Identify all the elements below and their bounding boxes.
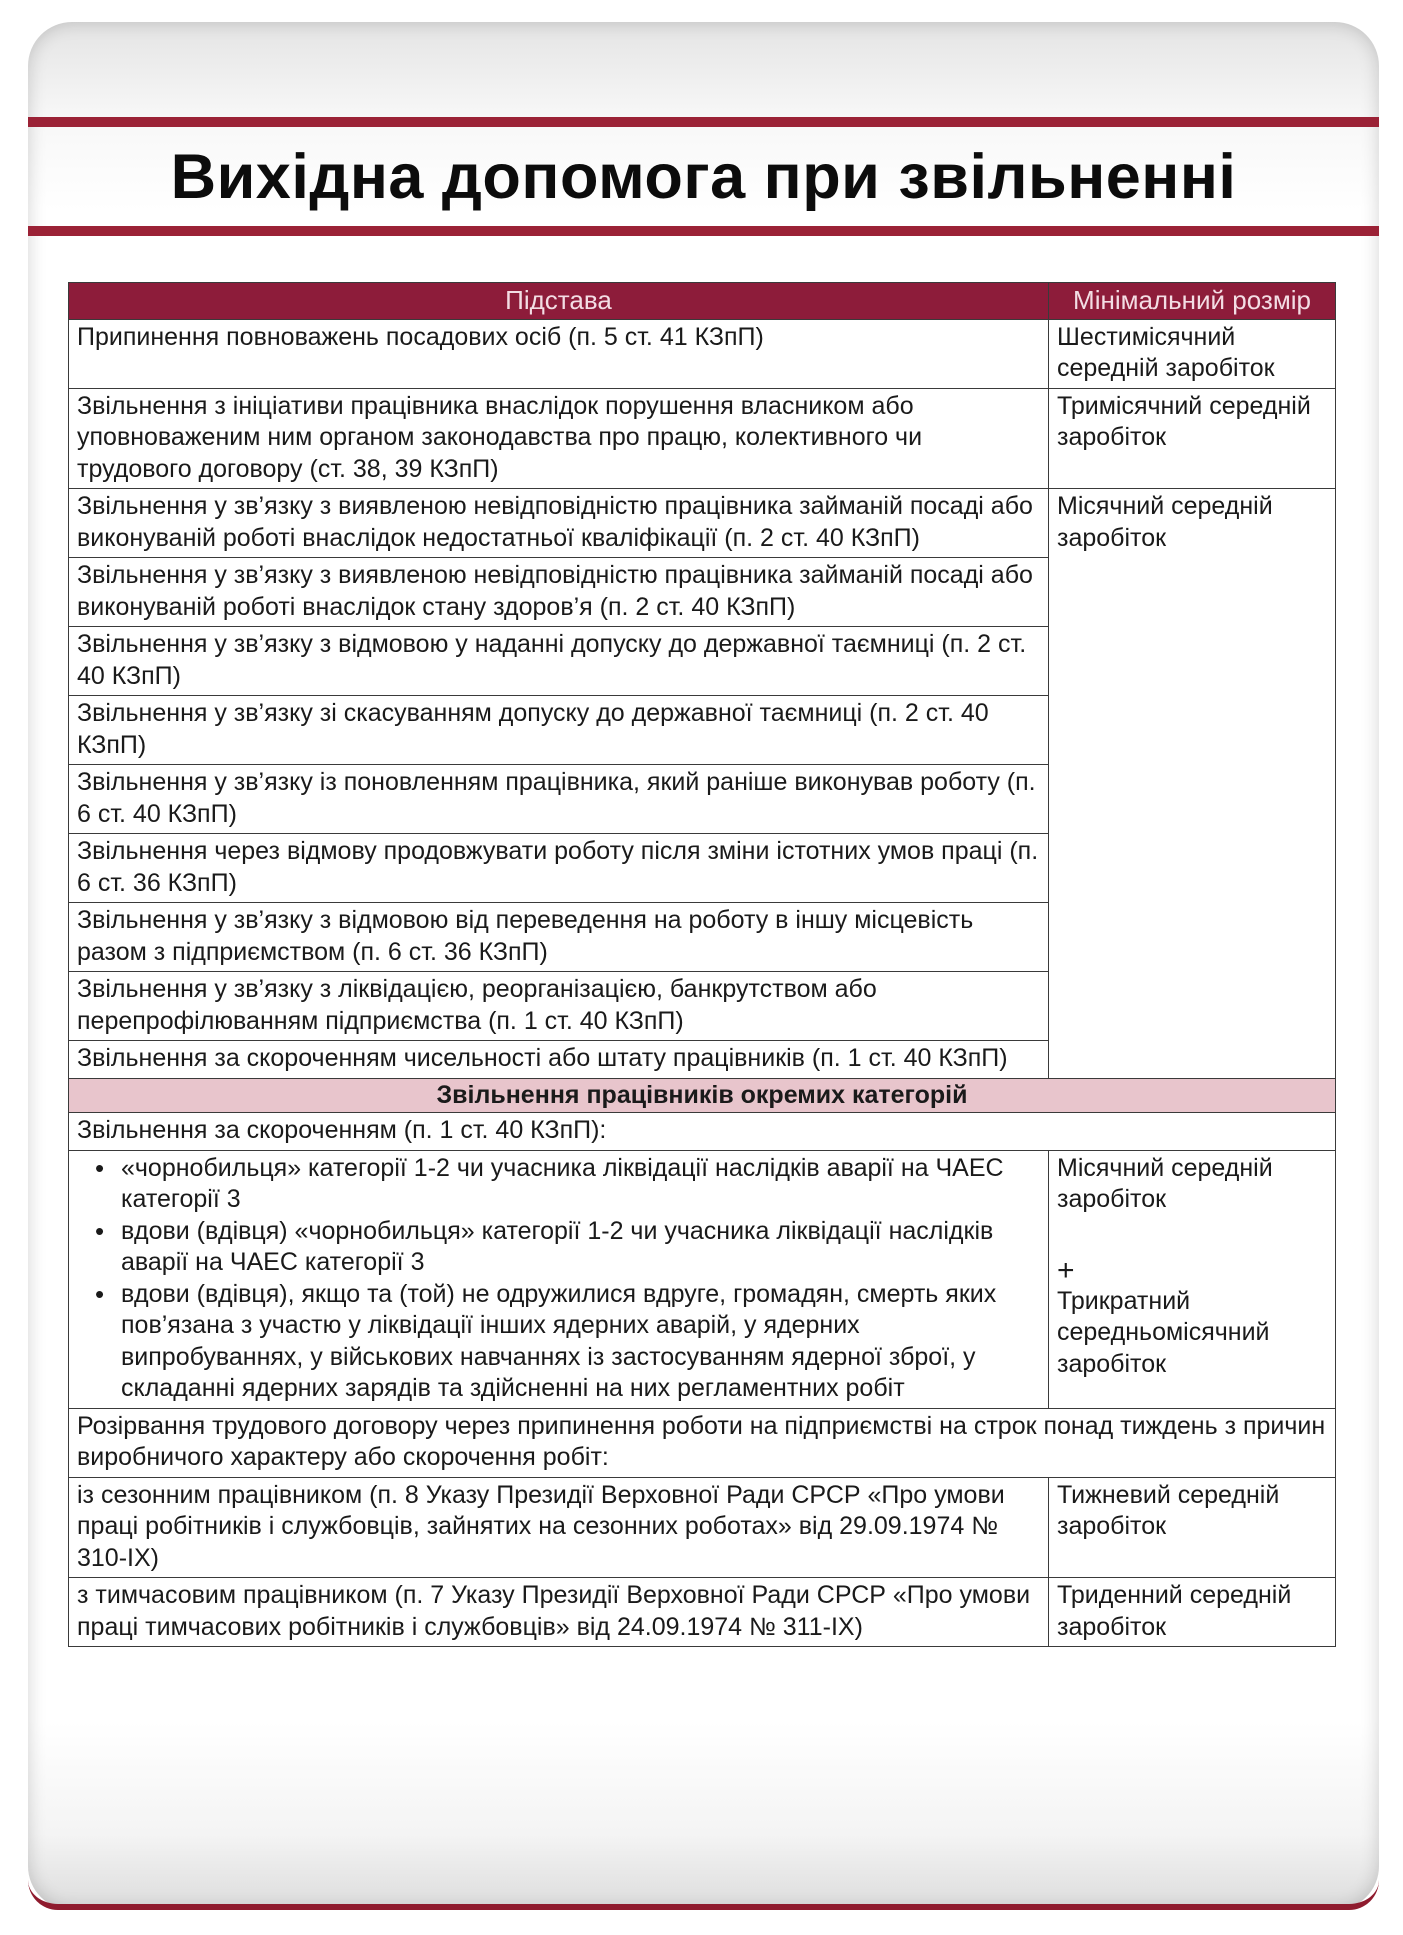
row-amount: Триденний середній заробіток — [1049, 1578, 1336, 1647]
row-amount: Тримісячний середній заробіток — [1049, 388, 1336, 489]
categories-list — [77, 1153, 1040, 1405]
categories-amount-cell — [1049, 1150, 1336, 1408]
categories-amount-second: Трикратний середньомісячний заробіток — [1057, 1286, 1270, 1378]
row-basis: Звільнення у зв’язку зі скасуванням допуску до державної таємниці (п. 2 ст. 40 КЗпП) — [69, 696, 1049, 765]
frame-bottom-edge — [28, 1880, 1379, 1910]
table-row — [69, 1113, 1336, 1151]
table-row — [69, 388, 1336, 489]
page-title: Вихідна допомога при звільненні — [170, 141, 1237, 212]
list-item: • вдови (вдівця) «чорнобильця» категорії 1-2 чи учасника ліквідації наслідків аварії на ЧАЕС категорії 3 — [121, 1216, 1040, 1279]
header-basis: Підстава — [69, 283, 1049, 320]
title-red-band — [28, 226, 1379, 236]
row-amount: Тижневий середній заробіток — [1049, 1477, 1336, 1578]
row-basis: Звільнення у зв’язку з виявленою невідповідністю працівника займаній посаді або виконуваній роботі внаслідок недостатньої кваліфікації (п. 2 ст. 40 КЗпП) — [69, 489, 1049, 558]
table-row — [69, 1408, 1336, 1477]
row-amount: Шестимісячний середній заробіток — [1049, 319, 1336, 388]
table-row — [69, 319, 1336, 388]
monthly-amount: Місячний середній заробіток — [1049, 489, 1336, 1079]
table-row — [69, 1150, 1336, 1408]
categories-cell — [69, 1150, 1049, 1408]
row-basis: Звільнення у зв’язку з відмовою у наданні допуску до державної таємниці (п. 2 ст. 40 КЗпП) — [69, 627, 1049, 696]
row-basis: Звільнення у зв’язку з відмовою від переведення на роботу в іншу місцевість разом з підприємством (п. 6 ст. 36 КЗпП) — [69, 903, 1049, 972]
table-header-row — [69, 283, 1336, 320]
severance-table — [68, 282, 1336, 1647]
termination-intro: Розірвання трудового договору через припинення роботи на підприємстві на строк понад тиждень з причин виробничого характеру або скорочення робіт: — [69, 1408, 1336, 1477]
row-basis: з тимчасовим працівником (п. 7 Указу Президії Верховної Ради СРСР «Про умови праці тимчасових робітників і службовців» від 24.09.1974 № 311-IX) — [69, 1578, 1049, 1647]
reduction-intro: Звільнення за скороченням (п. 1 ст. 40 КЗпП): — [69, 1113, 1336, 1151]
header-min-amount: Мінімальний розмір — [1049, 283, 1336, 320]
section-title: Звільнення працівників окремих категорій — [69, 1078, 1336, 1113]
plus-sign: + — [1057, 1253, 1075, 1287]
categories-amount-first: Місячний середній заробіток — [1057, 1153, 1273, 1213]
top-red-band — [28, 117, 1379, 127]
row-basis: із сезонним працівником (п. 8 Указу Президії Верховної Ради СРСР «Про умови праці робітників і службовців, зайнятих на сезонних роботах» від 29.09.1974 № 310-IX) — [69, 1477, 1049, 1578]
list-item: • вдови (вдівця), якщо та (той) не одружилися вдруге, громадян, смерть яких пов’язана з участю у ліквідації інших ядерних аварій, у ядерних випробуваннях, у військових навчаннях із застосуванням ядерної зброї, у складанні ядерних зарядів та здійсненні на них регламентних робіт — [121, 1279, 1040, 1405]
row-basis: Звільнення у зв’язку з ліквідацією, реорганізацією, банкрутством або перепрофілюванням підприємства (п. 1 ст. 40 КЗпП) — [69, 972, 1049, 1041]
row-basis: Звільнення через відмову продовжувати роботу після зміни істотних умов праці (п. 6 ст. 36 КЗпП) — [69, 834, 1049, 903]
row-basis: Припинення повноважень посадових осіб (п. 5 ст. 41 КЗпП) — [69, 319, 1049, 388]
row-basis: Звільнення з ініціативи працівника внаслідок порушення власником або уповноваженим ним органом законодавства про працю, колективного чи трудового договору (ст. 38, 39 КЗпП) — [69, 388, 1049, 489]
table-row — [69, 1477, 1336, 1578]
section-row — [69, 1078, 1336, 1113]
row-basis: Звільнення у зв’язку з виявленою невідповідністю працівника займаній посаді або виконуваній роботі внаслідок стану здоров’я (п. 2 ст. 40 КЗпП) — [69, 558, 1049, 627]
list-item: • «чорнобильця» категорії 1-2 чи учасника ліквідації наслідків аварії на ЧАЕС категорії 3 — [121, 1153, 1040, 1216]
table-row — [69, 1578, 1336, 1647]
table-row — [69, 489, 1336, 558]
row-basis: Звільнення у зв’язку із поновленням працівника, який раніше виконував роботу (п. 6 ст. 40 КЗпП) — [69, 765, 1049, 834]
row-basis: Звільнення за скороченням чисельності або штату працівників (п. 1 ст. 40 КЗпП) — [69, 1041, 1049, 1079]
